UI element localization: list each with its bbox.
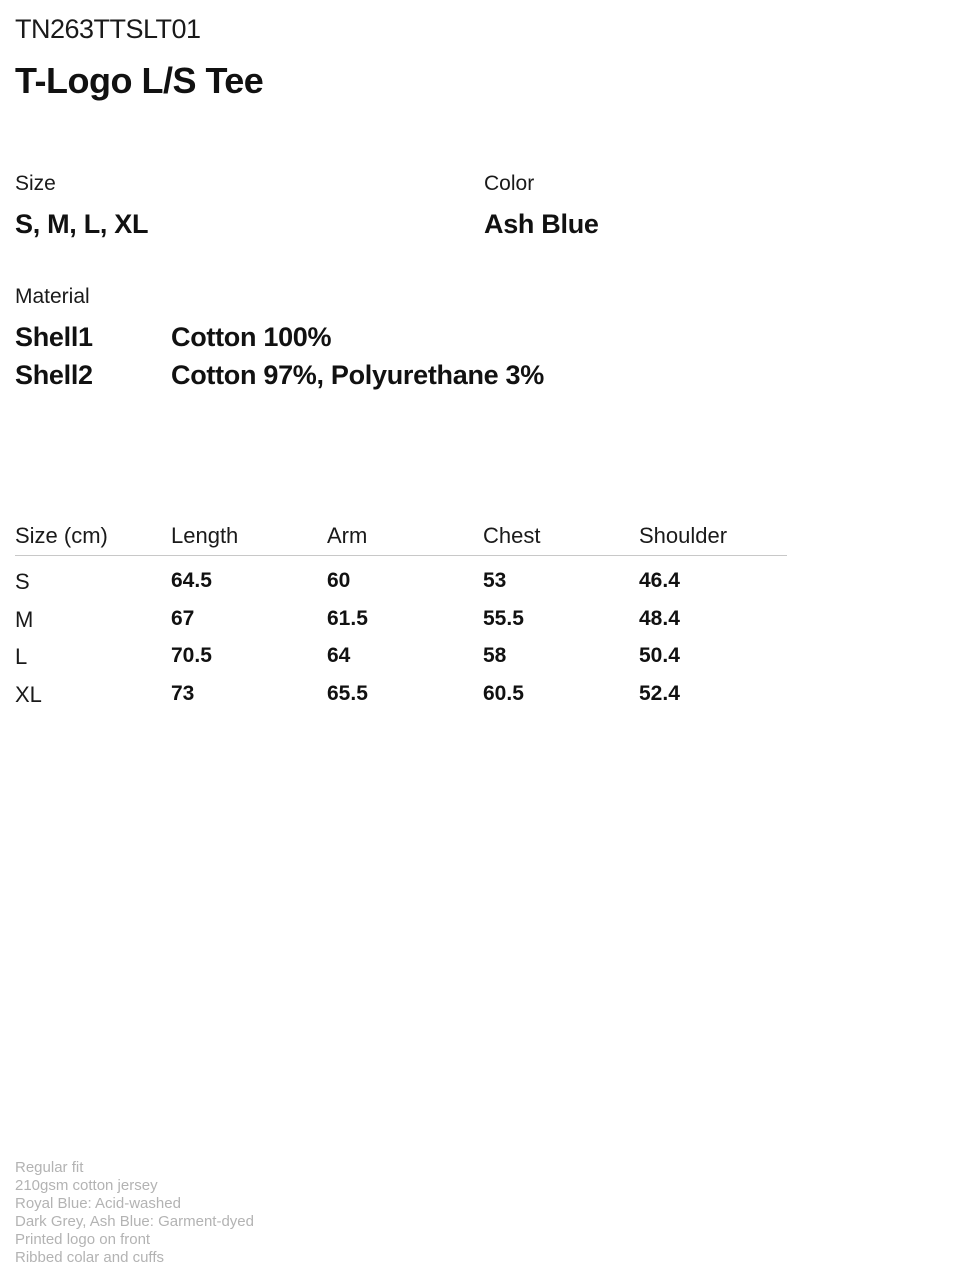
color-value: Ash Blue [484, 209, 599, 239]
table-cell: 48.4 [639, 607, 680, 630]
table-cell-size: S [15, 569, 30, 594]
size-table-header [15, 523, 787, 556]
note-line: Royal Blue: Acid-washed [15, 1195, 181, 1212]
material-name: Shell1 [15, 322, 93, 352]
column-header-shoulder: Shoulder [639, 523, 728, 548]
size-label: Size [15, 172, 56, 195]
table-row [15, 682, 787, 716]
note-line: Printed logo on front [15, 1231, 151, 1248]
product-title: T-Logo L/S Tee [15, 60, 264, 101]
material-value: Cotton 97%, Polyurethane 3% [171, 360, 544, 390]
column-header-length: Length [171, 523, 239, 548]
material-name: Shell2 [15, 360, 93, 390]
table-cell: 60 [327, 569, 351, 592]
table-cell: 64 [327, 644, 351, 667]
table-cell: 61.5 [327, 607, 368, 630]
table-cell: 67 [171, 607, 195, 630]
note-line: 210gsm cotton jersey [15, 1177, 158, 1194]
column-header-chest: Chest [483, 523, 541, 548]
table-row [15, 644, 787, 678]
table-cell: 55.5 [483, 607, 524, 630]
column-header-arm: Arm [327, 523, 368, 548]
product-code: TN263TTSLT01 [15, 14, 201, 44]
size-value: S, M, L, XL [15, 209, 149, 239]
column-header-size: Size (cm) [15, 523, 108, 548]
note-line: Regular fit [15, 1159, 84, 1176]
table-cell: 50.4 [639, 644, 680, 667]
table-cell: 52.4 [639, 682, 680, 705]
material-value: Cotton 100% [171, 322, 332, 352]
table-cell-size: XL [15, 682, 42, 707]
table-row [15, 607, 787, 641]
note-line: Dark Grey, Ash Blue: Garment-dyed [15, 1213, 254, 1230]
product-notes [15, 1159, 254, 1267]
table-cell: 60.5 [483, 682, 524, 705]
table-cell: 53 [483, 569, 507, 592]
table-cell-size: M [15, 607, 34, 632]
table-cell: 64.5 [171, 569, 212, 592]
note-line: Ribbed colar and cuffs [15, 1249, 164, 1266]
table-cell: 73 [171, 682, 195, 705]
table-cell-size: L [15, 644, 28, 669]
material-label: Material [15, 285, 90, 308]
table-cell: 46.4 [639, 569, 680, 592]
table-cell: 58 [483, 644, 507, 667]
table-cell: 65.5 [327, 682, 368, 705]
table-row [15, 569, 787, 603]
table-cell: 70.5 [171, 644, 212, 667]
color-label: Color [484, 172, 535, 195]
